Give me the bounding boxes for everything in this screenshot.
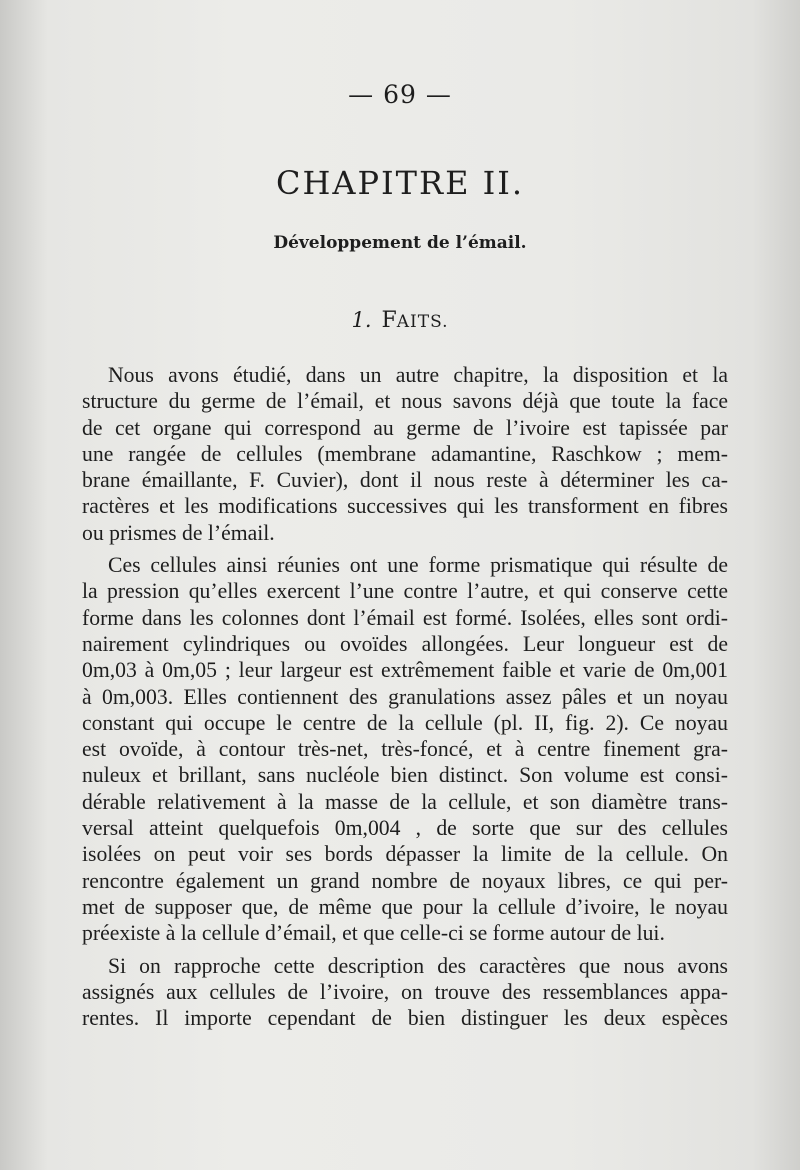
text-line: nairement cylindriques ou ovoïdes allongées. Leur longueur est de bbox=[82, 631, 728, 656]
text-line: rencontre également un grand nombre de noyaux libres, ce qui per- bbox=[82, 868, 728, 893]
subsection-rest: AITS. bbox=[396, 312, 449, 332]
text-line: rentes. Il importe cependant de bien distinguer les deux espèces bbox=[82, 1006, 728, 1031]
subsection-initial: F bbox=[381, 308, 397, 333]
text-line: constant qui occupe le centre de la cellule (pl. II, fig. 2). Ce noyau bbox=[82, 710, 728, 735]
text-line: isolées on peut voir ses bords dépasser la limite de la cellule. On bbox=[82, 842, 728, 867]
text-line: est ovoïde, à contour très-net, très-foncé, et à centre finement gra- bbox=[82, 737, 728, 762]
text-line: préexiste à la cellule d’émail, et que celle-ci se forme autour de lui. bbox=[82, 921, 665, 946]
text-line: dérable relativement à la masse de la cellule, et son diamètre trans- bbox=[82, 789, 728, 814]
text-line: Nous avons étudié, dans un autre chapitre, la disposition et la bbox=[108, 363, 728, 387]
text-line: assignés aux cellules de l’ivoire, on trouve des ressemblances appa- bbox=[82, 979, 728, 1004]
section-title: Développement de l’émail. bbox=[273, 233, 527, 253]
subsection-title bbox=[0, 308, 800, 333]
text-line: la pression qu’elles exercent l’une contre l’autre, et qui conserve cette bbox=[82, 579, 728, 604]
text-line: versal atteint quelquefois 0m,004 , de sorte que sur des cellules bbox=[82, 816, 728, 841]
text-line: met de supposer que, de même que pour la cellule d’ivoire, le noyau bbox=[82, 894, 728, 919]
text-line: nuleux et brillant, sans nucléole bien distinct. Son volume est consi- bbox=[82, 763, 728, 788]
text-line: Ces cellules ainsi réunies ont une forme prismatique qui résulte de bbox=[108, 553, 728, 578]
text-line: une rangée de cellules (membrane adamantine, Raschkow ; mem- bbox=[82, 441, 728, 466]
text-line: à 0m,003. Elles contiennent des granulations assez pâles et un noyau bbox=[82, 684, 728, 709]
page-number: — 69 — bbox=[348, 80, 452, 109]
subsection-number: 1. bbox=[351, 308, 372, 332]
text-line: brane émaillante, F. Cuvier), dont il nous reste à déterminer les ca- bbox=[82, 468, 728, 493]
text-line: Si on rapproche cette description des caractères que nous avons bbox=[108, 953, 728, 978]
text-line: forme dans les colonnes dont l’émail est formé. Isolées, elles sont ordi- bbox=[82, 605, 728, 630]
text-line: 0m,03 à 0m,05 ; leur largeur est extrêmement faible et varie de 0m,001 bbox=[82, 658, 728, 683]
body-text bbox=[82, 362, 728, 1031]
text-line: ractères et les modifications successives qui les transforment en fibres bbox=[82, 494, 728, 519]
text-line: de cet organe qui correspond au germe de l’ivoire est tapissée par bbox=[82, 415, 728, 440]
text-line: ou prismes de l’émail. bbox=[82, 520, 275, 545]
chapter-title: CHAPITRE II. bbox=[275, 164, 525, 202]
text-line: structure du germe de l’émail, et nous savons déjà que toute la face bbox=[82, 389, 728, 414]
